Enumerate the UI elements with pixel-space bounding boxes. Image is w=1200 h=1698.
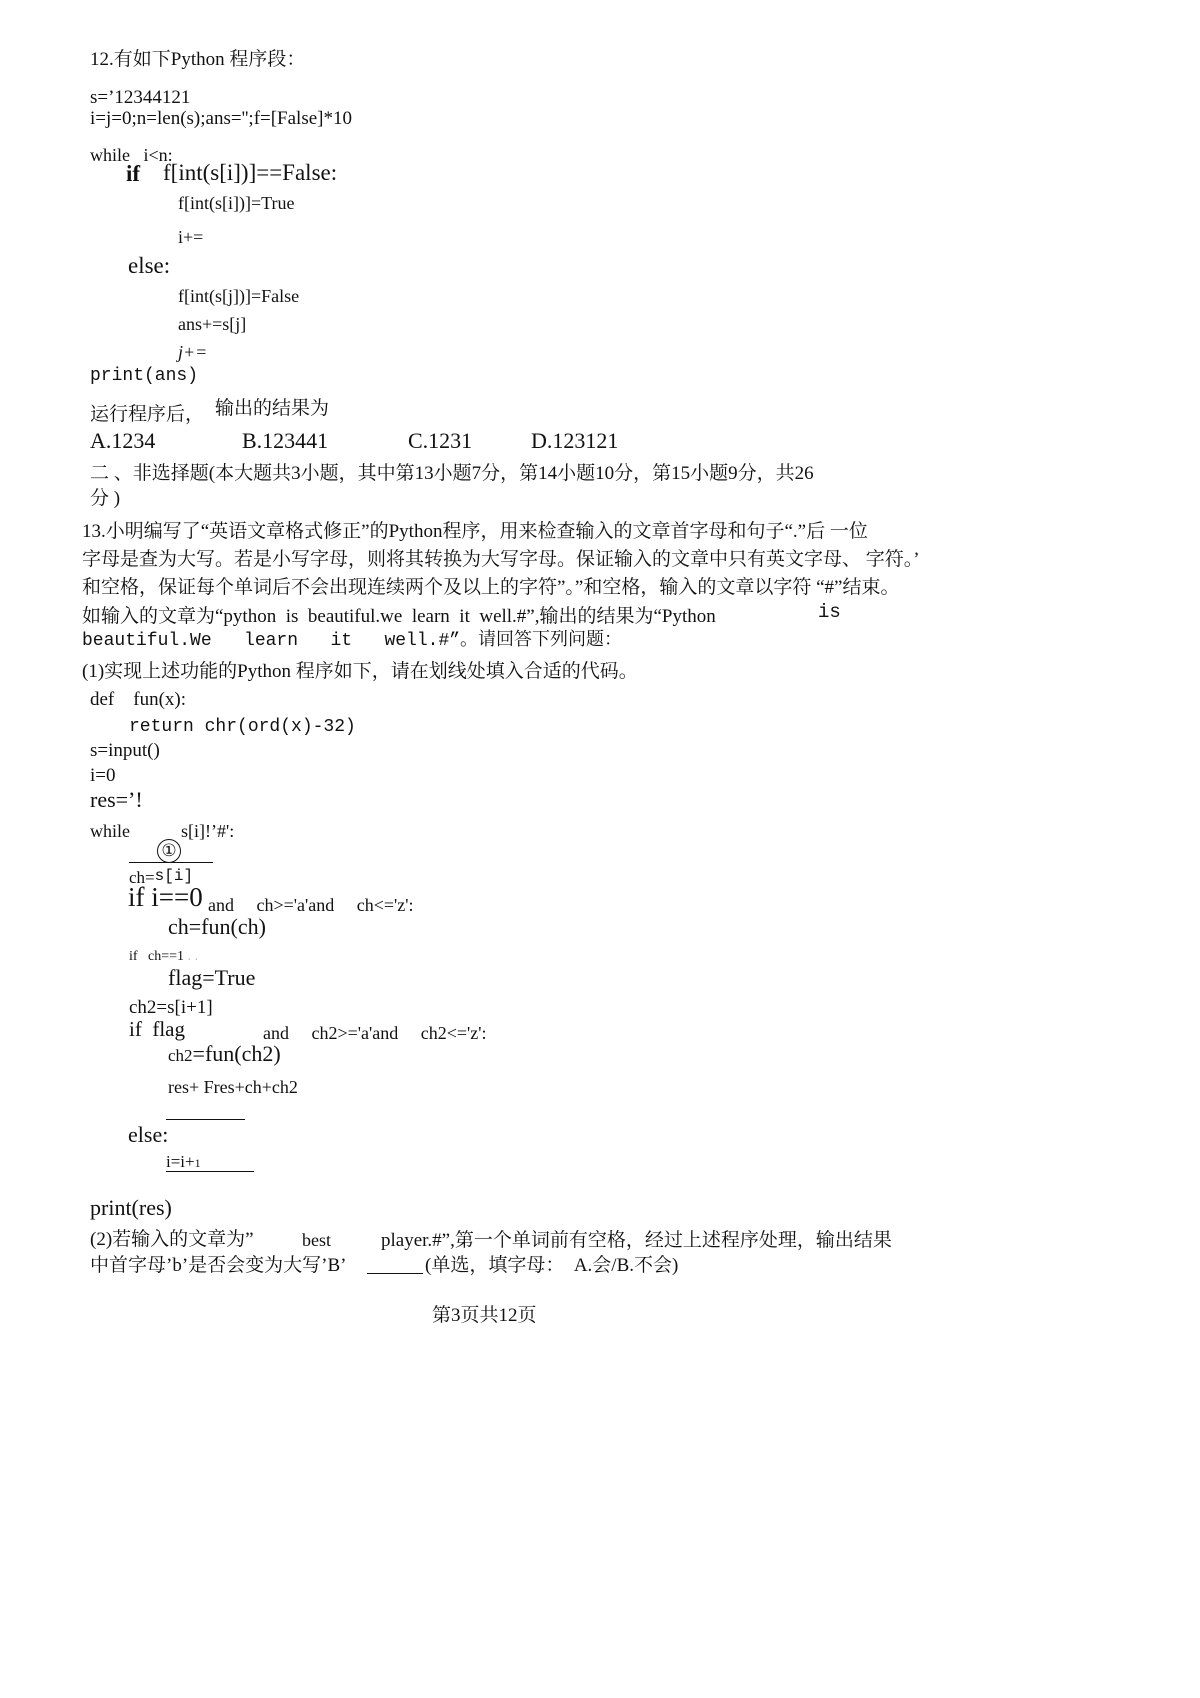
- q12-code-line2: i=j=0;n=len(s);ans='';f=[False]*10: [90, 108, 352, 129]
- q13-code-res-init: res=’!: [90, 787, 143, 812]
- q13-part2-line1: (2)若输入的文章为”: [90, 1229, 254, 1250]
- q12-question: 运行程序后，: [90, 404, 205, 425]
- q13-part2-line1-tail: player.#”,第一个单词前有空格，经过上述程序处理，输出结果: [381, 1230, 892, 1251]
- answer-blank[interactable]: [367, 1273, 423, 1274]
- q12-code-line1: s=’12344121: [90, 87, 191, 108]
- q12-code-j-increment: j+=: [178, 342, 208, 362]
- q13-code-input: s=input(): [90, 740, 160, 761]
- q13-code-return: return chr(ord(x)-32): [129, 717, 356, 737]
- q12-code-i-increment: i+=: [178, 227, 204, 247]
- q13-code-else: else:: [128, 1122, 169, 1147]
- q13-code-res-line: res+ Fres+ch+ch2: [168, 1077, 298, 1097]
- q12-code-else: else:: [128, 253, 171, 278]
- q13-code-ch-fun: ch=fun(ch): [168, 914, 266, 939]
- q12-code-assign-true: f[int(s[i])]=True: [178, 193, 295, 213]
- q12-title: 12.有如下Python 程序段：: [90, 49, 306, 70]
- blank-line-1[interactable]: [129, 862, 213, 863]
- q12-code-if-keyword: if: [126, 161, 141, 186]
- q13-code-ch2-fun: ch2=fun(ch2): [168, 1041, 281, 1066]
- q12-code-assign-false: f[int(s[j])]=False: [178, 286, 300, 306]
- q13-intro-line3: 和空格，保证每个单词后不会出现连续两个及以上的字符”。”和空格，输入的文章以字符 “#”结束。: [82, 577, 900, 598]
- q13-code-if-flag: if flag: [129, 1017, 185, 1041]
- q13-intro-line5: beautiful.We learn it well.#”。请回答下列问题：: [82, 631, 623, 651]
- q12-option-d: D.123121: [531, 428, 619, 453]
- q13-intro-line4-tail: is: [818, 601, 841, 623]
- q12-option-a: A.1234: [90, 428, 156, 453]
- q13-intro-line1: 13.小明编写了“英语文章格式修正”的Python程序，用来检查输入的文章首字母和句子“.”后 一位: [82, 521, 868, 542]
- q13-part2-line2-tail: (单选，填字母： A.会/B.不会): [425, 1255, 679, 1276]
- q13-code-def: def fun(x):: [90, 689, 187, 710]
- q12-option-b: B.123441: [242, 428, 329, 453]
- blank-number-1: ①: [157, 839, 181, 863]
- page-number: 第3页共12页: [432, 1305, 537, 1326]
- q13-code-flag-true: flag=True: [168, 965, 256, 990]
- section2-heading-line1: 二 、非选择题(本大题共3小题，其中第13小题7分，第14小题10分，第15小题9分，共26: [90, 463, 814, 484]
- q13-code-print: print(res): [90, 1195, 172, 1220]
- q13-code-i-init: i=0: [90, 765, 116, 786]
- q13-part2-line1-word: best: [302, 1230, 331, 1250]
- q12-code-if-condition: f[int(s[i])]==False:: [163, 160, 338, 185]
- q13-code-if-period: if ch==1 . .: [129, 949, 199, 964]
- q13-code-i-increment: i=i+1: [166, 1152, 201, 1171]
- q13-code-if-first-letter: if i==0: [128, 882, 203, 912]
- q13-intro-line4: 如输入的文章为“python is beautiful.we learn it well.#”,输出的结果为“Python: [82, 606, 716, 627]
- q13-code-while-condition: s[i]!’#':: [181, 821, 235, 841]
- q13-intro-line2: 字母是查为大写。若是小写字母，则将其转换为大写字母。保证输入的文章中只有英文字母、 字符。’: [82, 549, 920, 570]
- section2-heading-line2: 分 ): [90, 488, 121, 509]
- q12-code-ans-append: ans+=s[j]: [178, 314, 247, 334]
- q13-code-ch2-assign: ch2=s[i+1]: [129, 997, 213, 1018]
- q13-part1-instruction: (1)实现上述功能的Python 程序如下，请在划线处填入合适的代码。: [82, 661, 638, 682]
- q12-code-print: print(ans): [90, 366, 199, 386]
- q13-code-while-keyword: while: [90, 821, 130, 841]
- blank-line-3[interactable]: [166, 1171, 254, 1172]
- q13-code-if-first-letter-rest: and ch>='a'and ch<='z':: [208, 895, 414, 915]
- q13-code-ch-assign: ch=s[i]: [129, 867, 194, 887]
- blank-line-2[interactable]: [166, 1119, 245, 1120]
- blank-marker-1: [157, 839, 181, 863]
- q13-code-if-flag-rest: and ch2>='a'and ch2<='z':: [263, 1023, 487, 1043]
- q12-code-while: while i<n:: [90, 145, 173, 165]
- q12-option-c: C.1231: [408, 428, 473, 453]
- q12-question-tail: 输出的结果为: [215, 398, 330, 419]
- q13-part2-line2: 中首字母’b’是否会变为大写’B’: [90, 1255, 347, 1276]
